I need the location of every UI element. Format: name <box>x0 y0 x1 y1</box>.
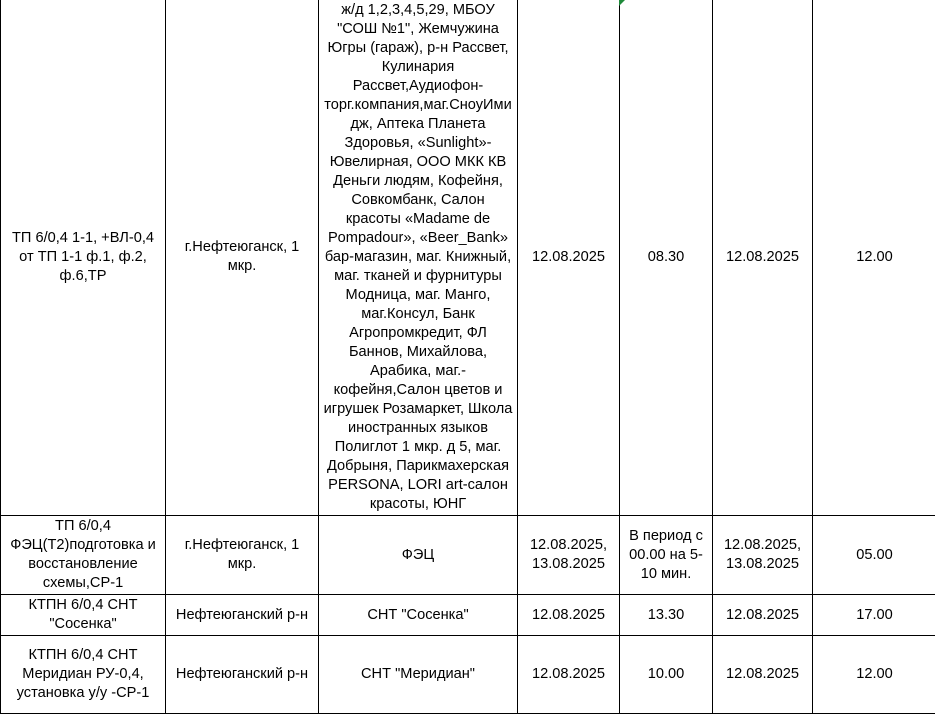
time-end-cell[interactable]: 12.00 <box>813 636 935 714</box>
cell-comment-marker-icon <box>619 0 625 6</box>
table-row <box>1 636 935 714</box>
consumers-cell[interactable]: ж/д 1,2,3,4,5,29, МБОУ "СОШ №1", Жемчужина Югры (гараж), р-н Рассвет, Кулинария Рассвет,Аудиофон-торг.компания,маг.СноуИмидж, Аптека Планета Здоровья, «Sunlight»-Ювелирная, ООО МКК КВ Деньги людям, Кофейня, Совкомбанк, Салон красоты «Madame de Pompadour», «Beer_Bank» бар-магазин, маг. Книжный, маг. тканей и фурнитуры Модница, маг. Манго, маг.Консул, Банк Агропромкредит, ФЛ Баннов, Михайлова, Арабика, маг.-кофейня,Салон цветов и игрушек Розамаркет, Школа иностранных языков Полиглот 1 мкр. д 5, маг. Добрыня, Парикмахерская PERSONA, LORI art-салон красоты, ЮНГ <box>319 0 518 516</box>
location-cell[interactable]: Нефтеюганский р-н <box>166 636 319 714</box>
table-row <box>1 595 935 636</box>
object-cell[interactable]: КТПН 6/0,4 СНТ "Сосенка" <box>1 595 166 636</box>
time-end-cell[interactable]: 12.00 <box>813 0 935 516</box>
time-start-cell[interactable]: 08.30 <box>620 0 713 516</box>
table-row <box>1 516 935 595</box>
location-cell[interactable]: г.Нефтеюганск, 1 мкр. <box>166 0 319 516</box>
date-start-cell[interactable]: 12.08.2025 <box>518 595 620 636</box>
time-start-cell[interactable]: 13.30 <box>620 595 713 636</box>
date-start-cell[interactable]: 12.08.2025, 13.08.2025 <box>518 516 620 595</box>
location-cell[interactable]: Нефтеюганский р-н <box>166 595 319 636</box>
time-start-cell[interactable]: В период с 00.00 на 5-10 мин. <box>620 516 713 595</box>
consumers-cell[interactable]: СНТ "Сосенка" <box>319 595 518 636</box>
time-end-cell[interactable]: 17.00 <box>813 595 935 636</box>
time-start-cell[interactable]: 10.00 <box>620 636 713 714</box>
consumers-cell[interactable]: СНТ "Меридиан" <box>319 636 518 714</box>
table-row <box>1 0 935 516</box>
object-cell[interactable]: ТП 6/0,4 1-1, +ВЛ-0,4 от ТП 1-1 ф.1, ф.2, ф.6,ТР <box>1 0 166 516</box>
date-start-cell[interactable]: 12.08.2025 <box>518 636 620 714</box>
object-cell[interactable]: ТП 6/0,4 ФЭЦ(Т2)подготовка и восстановление схемы,СР-1 <box>1 516 166 595</box>
time-end-cell[interactable]: 05.00 <box>813 516 935 595</box>
date-end-cell[interactable]: 12.08.2025 <box>713 595 813 636</box>
consumers-cell[interactable]: ФЭЦ <box>319 516 518 595</box>
object-cell[interactable]: КТПН 6/0,4 СНТ Меридиан РУ-0,4, установка у/у -СР-1 <box>1 636 166 714</box>
location-cell[interactable]: г.Нефтеюганск, 1 мкр. <box>166 516 319 595</box>
date-end-cell[interactable]: 12.08.2025 <box>713 636 813 714</box>
date-end-cell[interactable]: 12.08.2025, 13.08.2025 <box>713 516 813 595</box>
date-end-cell[interactable]: 12.08.2025 <box>713 0 813 516</box>
date-start-cell[interactable]: 12.08.2025 <box>518 0 620 516</box>
